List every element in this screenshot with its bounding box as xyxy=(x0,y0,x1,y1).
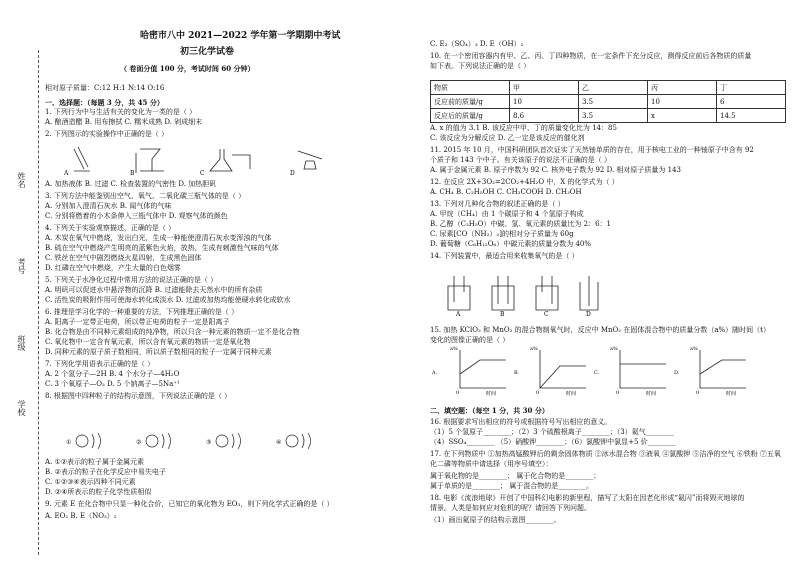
q8-label: ④ xyxy=(276,439,282,446)
graph-option-label: D. xyxy=(674,370,680,376)
nucleus-icon xyxy=(286,435,298,447)
question-line: 二、填空题：（每空 1 分，共 30 分） xyxy=(430,406,549,415)
question-line: 2. 下列图示的实验操作中正确的是（ ） xyxy=(45,130,169,138)
bottle-icon xyxy=(536,276,558,310)
graph-option-label: C. xyxy=(594,370,600,376)
question-line: 6. 推理是学习化学的一种重要的方法，下列推理正确的是（ ） xyxy=(45,308,239,316)
question-line: 个质子和 143 个中子。有关该原子的说法不正确的是（ ） xyxy=(430,156,612,164)
question-line: B. ②表示的粒子在化学反应中易失电子 xyxy=(45,468,166,476)
q2-label: D xyxy=(290,170,295,177)
question-line: 一、选择题：（每题 3 分，共 45 分） xyxy=(45,98,164,107)
question-line: C. ①②③④表示四种不同元素 xyxy=(45,478,136,486)
table-cell: 14.5 xyxy=(717,109,786,123)
table-cell: 甲 xyxy=(510,81,579,95)
question-line: （4）SSO₄________ （5）硝酸钾________；（6）氯酸钾中氯显+5 价________ xyxy=(430,438,676,446)
reaction-table xyxy=(430,80,786,123)
question-line: A. 属于金属元素 B. 原子序数为 92 C. 核外电子数为 92 D. 相对原子质量为 143 xyxy=(430,166,681,174)
exam-info: （ 卷面分值 100 分，考试时间 60 分钟） xyxy=(120,64,255,73)
question-line: B. 乙醇（C₂H₅O）中碳、氢、氧元素的质量比为 2：6：1 xyxy=(430,220,611,228)
graph-option-label: B. xyxy=(514,370,520,376)
q2-apparatus-figure xyxy=(60,145,360,177)
question-line: 变化的图像正确的是（ ） xyxy=(430,336,510,344)
axis-y-label: a% xyxy=(610,346,618,352)
question-line: （1）5 个氢原子________；（2）3 个硫酸根离子________；（3）氦气________ xyxy=(430,428,674,436)
question-line: 17. 在下列物质中 ①加热高锰酸钾后的剩余固体物质 ②冰水混合物 ③液氧 ④氯酸钾 ⑤洁净的空气 ⑥铁粉 ⑦五氧 xyxy=(430,450,781,458)
q14-label: B xyxy=(500,311,505,316)
q14-label: A xyxy=(456,311,461,316)
question-line: A. x 的值为 3.1 B. 该反应中甲、丁的质量变化比为 14：85 xyxy=(430,124,617,132)
question-line: 10. 在一个密闭容器内有甲、乙、丙、丁四种物质，在一定条件下充分反应，测得反应前后各物质的质量 xyxy=(430,52,752,60)
question-line: A. 2 个氢分子—2H B. 4 个水分子—4H₂O xyxy=(45,370,180,378)
q8-label: ③ xyxy=(206,439,212,446)
question-line: D. 红磷在空气中燃烧，产生大量的白色烟雾 xyxy=(45,264,181,272)
graph-option-label: A. xyxy=(432,370,438,376)
question-line: A. 分别加入澄清石灰水 B. 闻气体的气味 xyxy=(45,202,172,210)
q2-label: B xyxy=(130,170,135,177)
table-cell: 丁 xyxy=(717,81,786,95)
question-line: B. 硫在空气中燃烧产生明亮的蓝紫色火焰，放热，生成有刺激性气味的气体 xyxy=(45,244,279,252)
question-line: A. EO₂ B. E（NO₃）₂ xyxy=(45,512,117,520)
graph-d-line xyxy=(700,360,746,374)
question-line: 14. 下列装置中，最适合用来收集氧气的是（ ） xyxy=(430,252,579,260)
graph-a-line xyxy=(460,360,506,374)
question-line: A. 酿酒造醋 B. 用布擦拭 C. 糯米成熟 D. 剁成细末 xyxy=(45,118,203,126)
axis-x-label: 时间 xyxy=(566,391,577,396)
q14-apparatus-figure xyxy=(440,272,630,316)
q8-label: ② xyxy=(136,439,142,446)
table-cell: 8.6 xyxy=(510,109,579,123)
bottle-icon xyxy=(492,276,514,310)
page-subtitle: 初三化学试卷 xyxy=(180,47,235,57)
question-line: 9. 元素 E 在化合物中只显一种化合价，已知它的氧化物为 EO₃，则下列化学式正确的是（ ） xyxy=(45,500,334,508)
table-row xyxy=(431,109,786,123)
question-line: 8. 根据图中四种粒子的结构示意图，下列说法正确的是（ ） xyxy=(45,392,232,400)
question-line: 11. 2015 年 10 月，中国科研团队首次证实了天然铀单质的存在，用于核电工业的一种铀原子中含有 92 xyxy=(430,146,754,154)
margin-name: 姓名 xyxy=(17,172,26,188)
table-cell: 6 xyxy=(717,95,786,109)
origin-label: 0 xyxy=(616,390,620,396)
question-line: B. 化合物是由不同种元素组成的纯净物，所以只含一种元素的物质一定不是化合物 xyxy=(45,328,300,336)
graph-b-line xyxy=(540,366,586,388)
axis-y-label: a% xyxy=(690,346,698,352)
question-line: A. CH₄ B. C₂H₅OH C. CH₃COOH D. CH₃OH xyxy=(430,188,582,196)
nucleus-icon xyxy=(216,435,228,447)
margin-class: 班级 xyxy=(17,335,26,351)
q2-label: C xyxy=(200,170,205,177)
flask-icon xyxy=(210,149,250,171)
question-line: 如下表。下列说法正确的是（ ） xyxy=(430,62,531,70)
margin-school: 学校 xyxy=(17,400,26,416)
question-line: 1. 下列行为中与生活有关的变化为一类的是（ ） xyxy=(45,108,197,116)
margin-id: 考号 xyxy=(17,258,26,274)
question-line: 13. 下列对几种化合物的叙述正确的是（ ） xyxy=(430,200,565,208)
question-line: 16. 根据要求写出相应的符号或根据符号写出相应的意义。 xyxy=(430,418,612,426)
question-line: （1）画出氦原子的结构示意图________。 xyxy=(430,516,561,524)
table-cell: 3.5 xyxy=(579,109,648,123)
funnel-icon xyxy=(136,149,164,173)
question-line: C. 活性炭的吸附作用可使海水转化成淡水 D. 过滤或加热均能使硬水转化成软水 xyxy=(45,296,291,304)
nucleus-icon xyxy=(76,435,88,447)
table-cell: 3.5 xyxy=(579,95,648,109)
question-line: 属于单质的是________； 属于混合物的是________。 xyxy=(430,482,594,490)
table-row xyxy=(431,95,786,109)
test-tube-icon xyxy=(74,147,90,171)
question-line: C. 3 个氧原子—O₃ D. 5 个钠离子—5Na⁺¹ xyxy=(45,380,180,388)
question-line: 15. 加热 KClO₃ 和 MnO₂ 的混合物制氧气时，反应中 MnO₂ 在固体混合物中的质量分数（a%）随时间（t） xyxy=(430,326,770,334)
atomic-mass: 相对原子质量：C:12 H:1 N:14 O:16 xyxy=(45,84,165,92)
question-line: A. 阳离子一定带正电荷，所以带正电荷的粒子一定是阳离子 xyxy=(45,318,230,326)
question-line: 4. 下列关于实验观察描述，正确的是（ ） xyxy=(45,224,176,232)
question-line: C. 铁丝在空气中剧烈燃烧火星四射，生成黑色固体 xyxy=(45,254,202,262)
question-line: D. ②④所表示的粒子化学性质相似 xyxy=(45,488,152,496)
table-cell: 丙 xyxy=(648,81,717,95)
origin-label: 0 xyxy=(536,390,540,396)
question-line: C. 尿素[CO（NH₂）₂]的相对分子质量为 60g xyxy=(430,230,574,238)
q14-label: C xyxy=(544,311,549,316)
page-title: 哈密市八中 2021—2022 学年第一学期期中考试 xyxy=(140,31,341,41)
question-line: D. 同种元素的原子质子数相同，所以质子数相同的粒子一定属于同种元素 xyxy=(45,348,272,356)
table-cell: 乙 xyxy=(579,81,648,95)
axis-y-label: a% xyxy=(530,346,538,352)
question-line: A. 明矾可以促进水中悬浮物的沉降 B. 过滤能除去天然水中的所有杂质 xyxy=(45,286,263,294)
question-line: A. ①②表示的粒子属于金属元素 xyxy=(45,458,145,466)
q8-atom-figure xyxy=(62,430,342,454)
question-line: 5. 下列关于水净化过程中常用方法的说法正确的是（ ） xyxy=(45,276,218,284)
burner-icon xyxy=(298,151,322,169)
question-line: 属于氧化物的是________； 属于化合物的是________； xyxy=(430,472,601,480)
question-line: C. 分别将燃着的小木条伸入三瓶气体中 D. 观察气体的颜色 xyxy=(45,212,228,220)
nucleus-icon xyxy=(146,435,158,447)
question-line: A. 甲烷（CH₄）由 1 个碳原子和 4 个氢原子构成 xyxy=(430,210,584,218)
table-cell: 反应前的质量/g xyxy=(431,95,510,109)
table-cell: x xyxy=(648,109,717,123)
cylinder-icon xyxy=(580,276,598,310)
question-line: 3. 下列方法中能鉴别出空气、氧气、二氧化碳三瓶气体的是（ ） xyxy=(45,192,246,200)
question-line: A. 木炭在氧气中燃烧，发出白光，生成一种能使澄清石灰水变浑浊的气体 xyxy=(45,234,272,242)
axis-y-label: a% xyxy=(450,346,458,352)
origin-label: 0 xyxy=(696,390,700,396)
table-cell: 10 xyxy=(648,95,717,109)
axis-x-label: 时间 xyxy=(726,391,737,396)
table-cell: 物质 xyxy=(431,81,510,95)
table-header-row xyxy=(431,81,786,95)
binding-line xyxy=(38,50,39,555)
question-line: C. 该反应为分解反应 D. 乙一定是该反应的催化剂 xyxy=(430,134,585,142)
q14-label: D xyxy=(586,311,591,316)
question-line: C. 氧化物中一定含有氧元素，所以含有氧元素的物质一定是氧化物 xyxy=(45,338,251,346)
question-line: A. 加热液体 B. 过滤 C. 检查装置的气密性 D. 加热胆矾 xyxy=(45,180,217,188)
bottle-icon xyxy=(448,276,470,310)
origin-label: 0 xyxy=(456,390,460,396)
q15-graph-figure xyxy=(430,344,770,396)
table-cell: 反应后的质量/g xyxy=(431,109,510,123)
question-line: C. E₂（SO₄）₃ D. E（OH）₂ xyxy=(430,40,524,48)
question-line: 18. 电影《流浪地球》开创了中国科幻电影的新里程，描写了太阳在因老化形成“氦闪”而将毁灭地球的 xyxy=(430,494,745,502)
axis-x-label: 时间 xyxy=(486,391,497,396)
question-line: D. 葡萄糖（C₆H₁₂O₆）中碳元素的质量分数为 40% xyxy=(430,240,592,248)
question-line: 情景。人类是如何应对危机的呢？请回答下列问题。 xyxy=(430,504,591,512)
table-cell: 10 xyxy=(510,95,579,109)
q2-label: A xyxy=(64,170,69,177)
q8-label: ① xyxy=(66,439,72,446)
question-line: 7. 下列化学用语表示正确的是（ ） xyxy=(45,360,155,368)
axis-x-label: 时间 xyxy=(646,391,657,396)
question-line: 化二磷等物质中请选择（用序号填空）： xyxy=(430,460,553,468)
question-line: 12. 在反应 2X+3O₂=2CO₂+4H₂O 中，X 的化学式为（ ） xyxy=(430,178,619,186)
